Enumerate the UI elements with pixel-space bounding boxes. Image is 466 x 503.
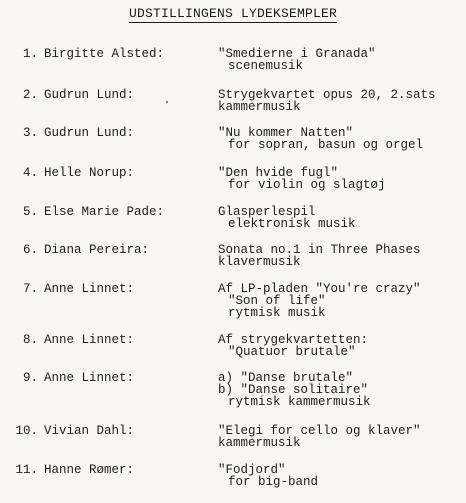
composer-name: Anne Linnet: bbox=[44, 333, 135, 347]
item-number: 3. bbox=[22, 126, 38, 140]
item-number: 2. bbox=[22, 88, 38, 102]
work-line: "Elegi for cello og klaver" bbox=[218, 424, 421, 438]
ink-speck bbox=[166, 101, 168, 103]
work-line: rytmisk kammermusik bbox=[228, 395, 371, 409]
work-description bbox=[218, 244, 421, 268]
work-line: kammermusik bbox=[218, 100, 301, 114]
work-line: scenemusik bbox=[228, 59, 304, 73]
item-number: 11. bbox=[15, 463, 38, 477]
composer-name: Helle Norup: bbox=[44, 166, 135, 180]
work-line: Glasperlespil bbox=[218, 205, 316, 219]
work-line: "Quatuor brutale" bbox=[228, 345, 356, 359]
work-description bbox=[218, 206, 356, 230]
composer-name: Diana Pereira: bbox=[44, 243, 150, 257]
work-description bbox=[218, 372, 371, 408]
work-line: "Smedierne i Granada" bbox=[218, 47, 376, 61]
work-line: for sopran, basun og orgel bbox=[228, 138, 424, 152]
work-line: a) "Danse brutale" bbox=[218, 371, 354, 385]
work-line: "Den hvide fugl" bbox=[218, 166, 339, 180]
work-description bbox=[218, 464, 318, 488]
composer-name: Gudrun Lund: bbox=[44, 126, 135, 140]
item-number: 6. bbox=[22, 243, 38, 257]
composer-name: Hanne Rømer: bbox=[44, 463, 135, 477]
work-description bbox=[218, 48, 376, 72]
work-line: klavermusik bbox=[218, 255, 301, 269]
composer-name: Gudrun Lund: bbox=[44, 88, 135, 102]
composer-name: Vivian Dahl: bbox=[44, 424, 135, 438]
work-line: "Son of life" bbox=[228, 294, 326, 308]
composer-name: Anne Linnet: bbox=[44, 371, 135, 385]
page-title bbox=[0, 6, 466, 21]
work-line: Sonata no.1 in Three Phases bbox=[218, 243, 421, 257]
work-line: elektronisk musik bbox=[228, 217, 356, 231]
item-number: 10. bbox=[15, 424, 38, 438]
item-number: 1. bbox=[22, 47, 38, 61]
page-title-text: UDSTILLINGENS LYDEKSEMPLER bbox=[128, 6, 338, 21]
work-description bbox=[218, 167, 386, 191]
item-number: 4. bbox=[22, 166, 38, 180]
composer-name: Birgitte Alsted: bbox=[44, 47, 165, 61]
work-line: Strygekvartet opus 20, 2.sats bbox=[218, 88, 436, 102]
item-number: 8. bbox=[22, 333, 38, 347]
composer-name: Anne Linnet: bbox=[44, 282, 135, 296]
work-description bbox=[218, 425, 421, 449]
work-line: "Nu kommer Natten" bbox=[218, 126, 354, 140]
item-number: 5. bbox=[22, 205, 38, 219]
work-description bbox=[218, 334, 368, 358]
composer-name: Else Marie Pade: bbox=[44, 205, 165, 219]
work-line: "Fodjord" bbox=[218, 463, 286, 477]
work-line: for violin og slagtøj bbox=[228, 178, 386, 192]
work-line: Af LP-pladen "You're crazy" bbox=[218, 282, 421, 296]
work-line: Af strygekvartetten: bbox=[218, 333, 369, 347]
work-line: rytmisk musik bbox=[228, 306, 326, 320]
work-description bbox=[218, 283, 421, 319]
work-line: for big-band bbox=[228, 475, 319, 489]
work-line: kammermusik bbox=[218, 436, 301, 450]
work-description bbox=[218, 89, 436, 113]
work-line: b) "Danse solitaire" bbox=[218, 383, 369, 397]
item-number: 9. bbox=[22, 371, 38, 385]
work-description bbox=[218, 127, 423, 151]
item-number: 7. bbox=[22, 282, 38, 296]
